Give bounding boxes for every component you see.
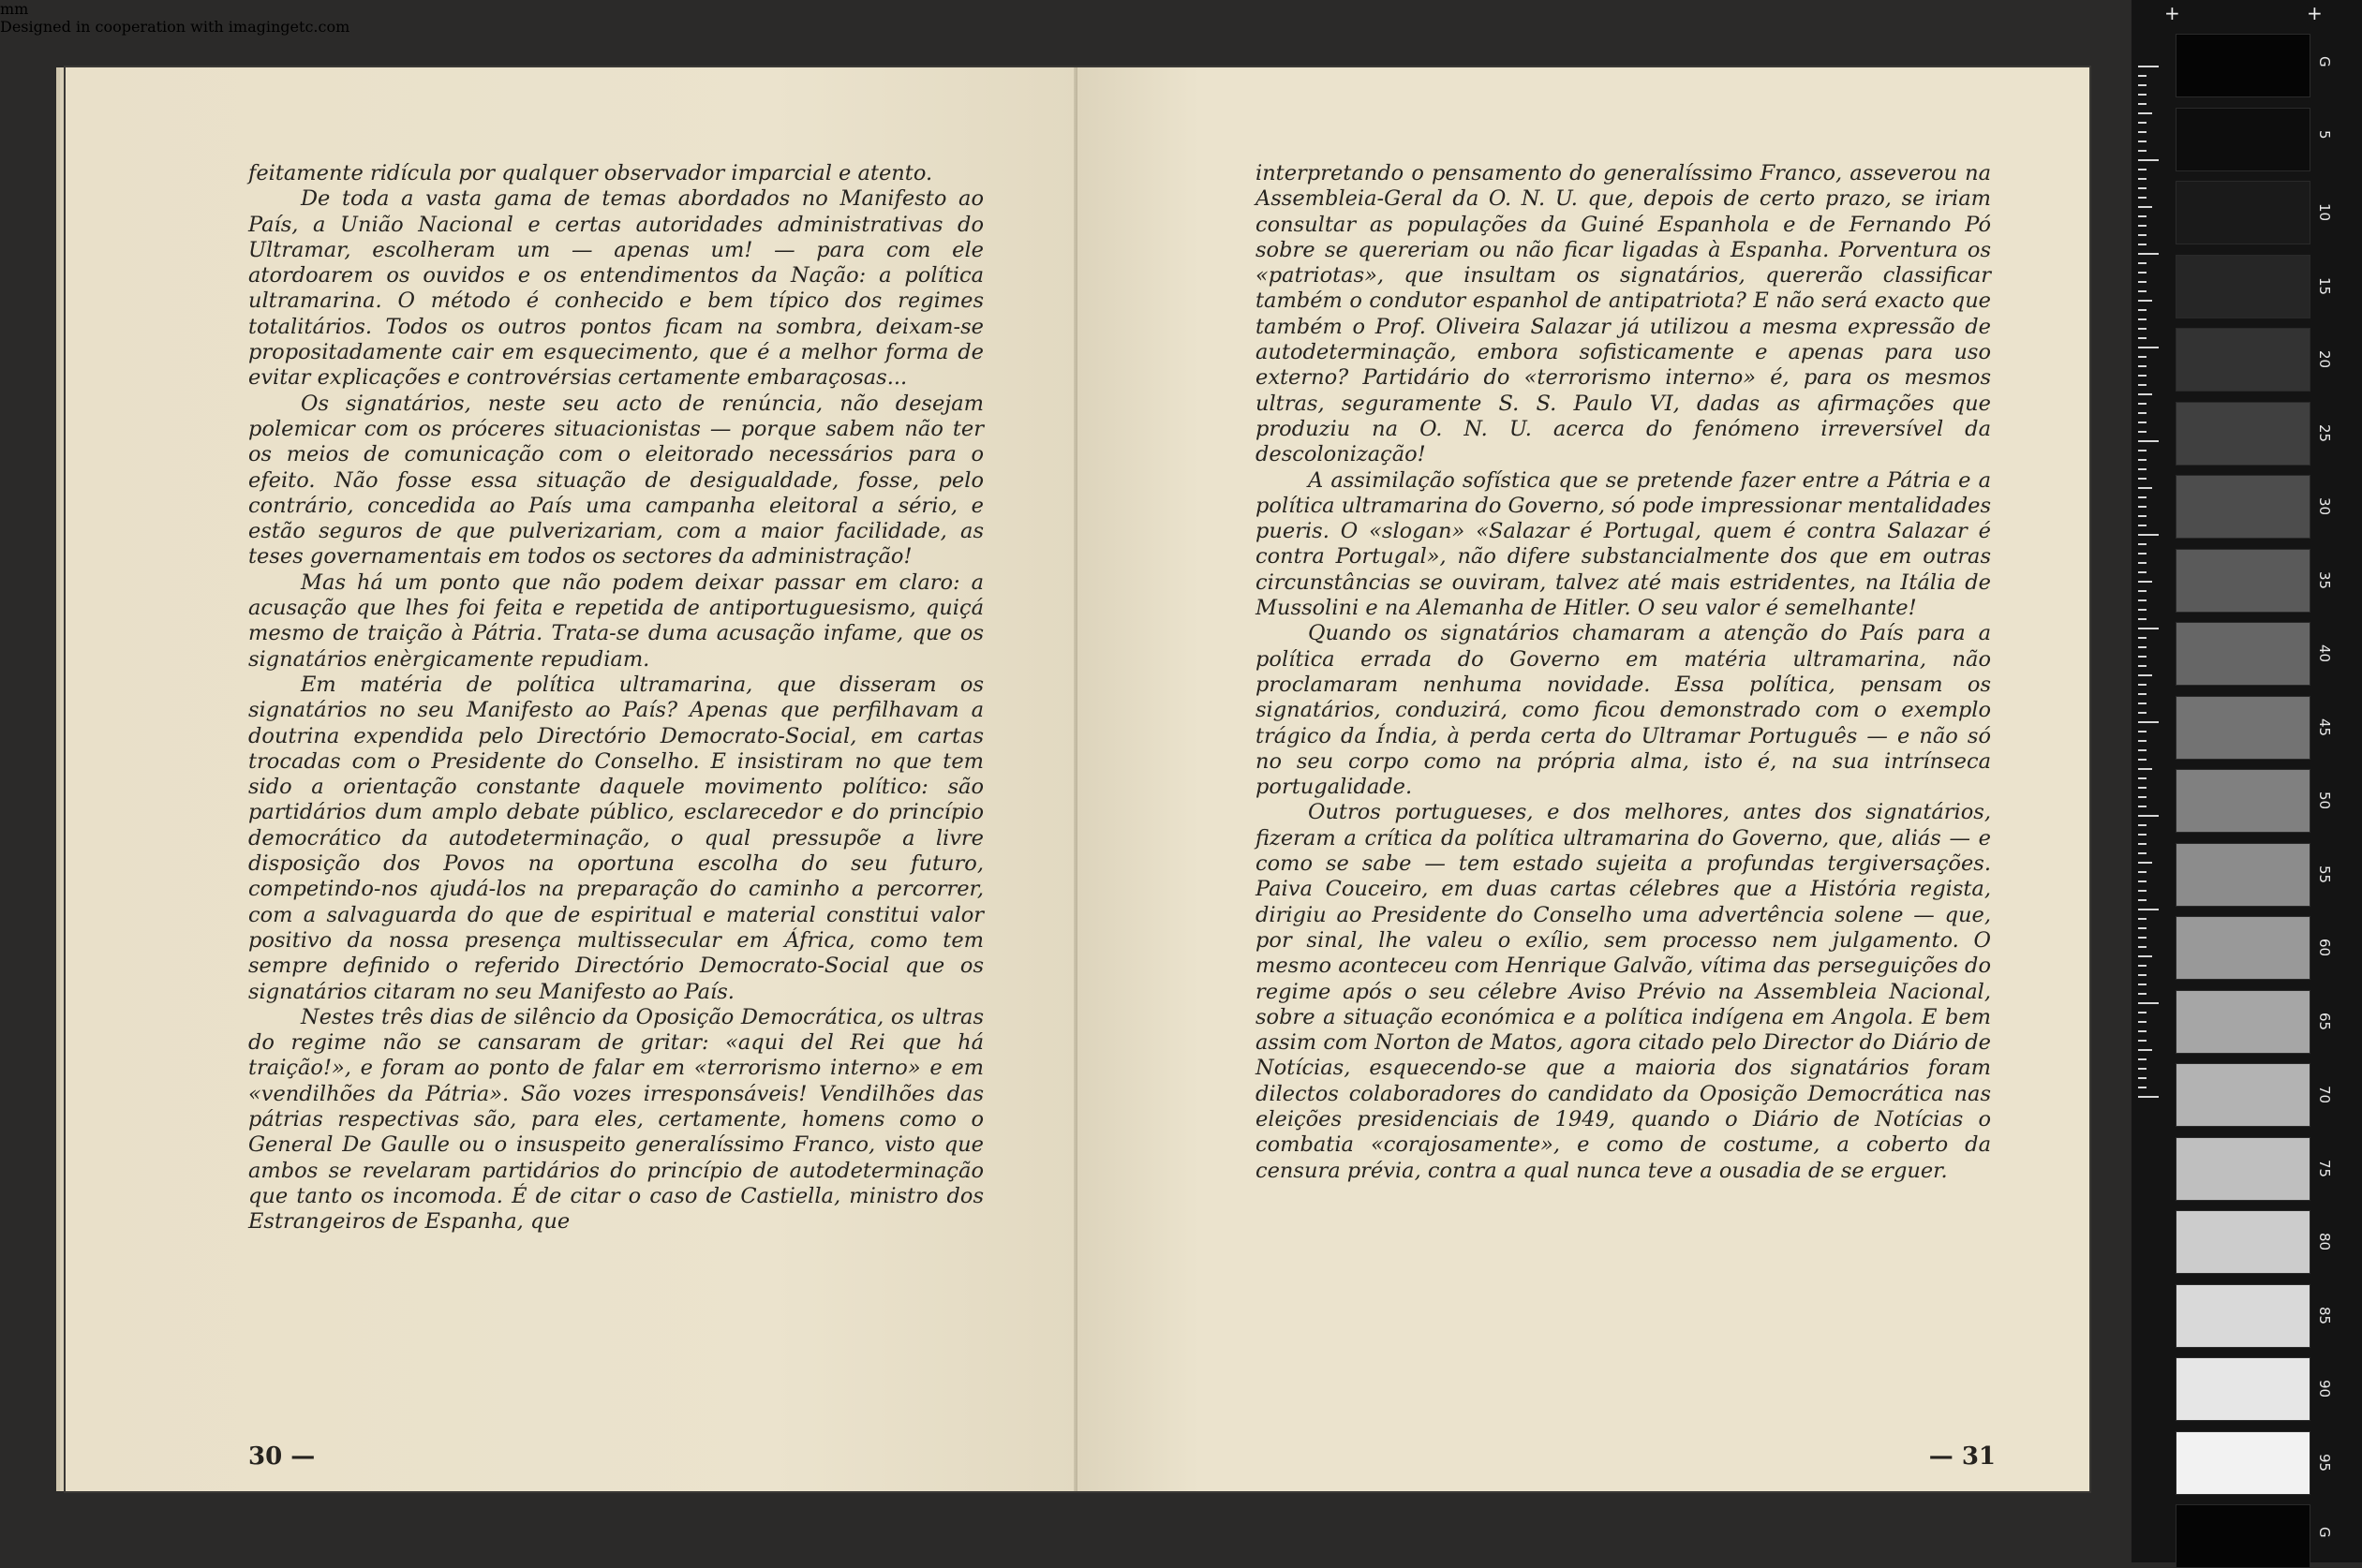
ruler-tick bbox=[2138, 871, 2147, 873]
paragraph: Os signatários, neste seu acto de renúncia, não desejam polemicar com os próceres situacionistas — porque sabem não ter os meios de comunicação com o eleitorado necessários para o efeito. Não fosse essa situação de desigualdade, fosse, pelo contrário, concedida ao País uma campanha eleitoral a sério, e estão seguros de que pulverizariam, com a maior facilidade, as teses governamentais em todos os sectores da administração! bbox=[248, 391, 984, 570]
ruler-tick bbox=[2138, 1002, 2159, 1004]
gray-patch bbox=[2176, 769, 2310, 833]
ruler-tick bbox=[2138, 628, 2159, 629]
ruler-tick bbox=[2138, 403, 2147, 405]
paragraph: interpretando o pensamento do generalíssimo Franco, asseverou na Assembleia-Geral da O. N. U. que, depois de certo prazo, se iriam consultar as populações da Guiné Espanhola e de Fernando Pó sobre se quereriam ou não ficar ligadas à Espanha. Porventura os «patriotas», que insultam os signatários, quererão classificar também o condutor espanhol de antipatriota? E não será exacto que também o Prof. Oliveira Salazar já utilizou a mesma expressão de autodeterminação, embora sofisticamente e apenas para uso externo? Partidário do «terrorismo interno» é, para os mesmos ultras, seguramente S. S. Paulo VI, dadas as afirmações que produziu na O. N. U. acerca do fenómeno irreversível da descolonização! bbox=[1255, 161, 1991, 467]
gray-patch bbox=[2176, 181, 2310, 244]
ruler-tick bbox=[2138, 740, 2147, 742]
gray-patch bbox=[2176, 843, 2310, 907]
ruler-tick bbox=[2138, 169, 2147, 170]
ruler-tick bbox=[2138, 731, 2147, 732]
patch-label: 35 bbox=[2316, 570, 2333, 589]
ruler-tick bbox=[2138, 375, 2147, 377]
gray-patch bbox=[2176, 1210, 2310, 1274]
gray-patch bbox=[2176, 990, 2310, 1054]
ruler-tick bbox=[2138, 141, 2147, 142]
ruler-tick bbox=[2138, 937, 2147, 939]
ruler-tick bbox=[2138, 103, 2147, 105]
ruler-tick bbox=[2138, 946, 2147, 948]
target-credit: Designed in cooperation with imagingetc.com bbox=[0, 18, 350, 36]
ruler-tick bbox=[2138, 656, 2147, 658]
patch-label: 90 bbox=[2316, 1380, 2333, 1398]
ruler-tick bbox=[2138, 646, 2147, 648]
ruler-tick bbox=[2138, 253, 2159, 255]
ruler-tick bbox=[2138, 852, 2147, 854]
patch-label: 20 bbox=[2316, 350, 2333, 369]
ruler-tick bbox=[2138, 834, 2147, 836]
patch-label: 45 bbox=[2316, 717, 2333, 736]
ruler-tick bbox=[2138, 1049, 2152, 1051]
gray-patch bbox=[2176, 255, 2310, 318]
ruler-tick bbox=[2138, 393, 2152, 395]
patch-label: 70 bbox=[2316, 1086, 2333, 1104]
ruler-tick bbox=[2138, 1012, 2147, 1013]
ruler-tick bbox=[2138, 815, 2159, 817]
patch-label: 55 bbox=[2316, 865, 2333, 883]
gray-patch bbox=[2176, 622, 2310, 686]
ruler-tick bbox=[2138, 927, 2147, 929]
gray-patch bbox=[2176, 1137, 2310, 1201]
ruler-tick bbox=[2138, 1068, 2147, 1070]
ruler-tick bbox=[2138, 290, 2147, 292]
ruler-tick bbox=[2138, 131, 2147, 133]
ruler-tick bbox=[2138, 197, 2147, 199]
ruler-tick bbox=[2138, 150, 2147, 152]
gray-patch bbox=[2176, 1284, 2310, 1348]
gray-patch bbox=[2176, 1357, 2310, 1421]
ruler-tick bbox=[2138, 843, 2147, 845]
ruler-tick bbox=[2138, 459, 2147, 461]
ruler-tick bbox=[2138, 412, 2147, 414]
ruler-tick bbox=[2138, 300, 2152, 302]
ruler-tick bbox=[2138, 721, 2159, 723]
ruler-tick bbox=[2138, 609, 2147, 611]
ruler-tick bbox=[2138, 768, 2152, 770]
ruler-tick bbox=[2138, 955, 2152, 957]
ruler-tick bbox=[2138, 899, 2147, 901]
ruler-tick bbox=[2138, 637, 2147, 639]
ruler-tick bbox=[2138, 431, 2147, 433]
ruler-tick bbox=[2138, 244, 2147, 245]
ruler-tick bbox=[2138, 1021, 2147, 1023]
ruler-tick bbox=[2138, 347, 2159, 348]
ruler-tick bbox=[2138, 965, 2147, 967]
ruler-tick bbox=[2138, 1040, 2147, 1042]
paragraph: Quando os signatários chamaram a atenção do País para a política errada do Governo em matéria ultramarina, não proclamaram nenhuma novidade. Essa política, pensam os signatários, conduzirá, como ficou demonstrado com o exemplo trágico da Índia, à perda certa do Ultramar Português — e não só no seu corpo como na própria alma, isto é, na sua intrínseca portugalidade. bbox=[1255, 621, 1991, 800]
patch-label: 50 bbox=[2316, 791, 2333, 810]
ruler-tick bbox=[2138, 590, 2147, 592]
ruler-tick bbox=[2138, 159, 2159, 161]
page-number: — 31 bbox=[1928, 1442, 1996, 1471]
gray-patch bbox=[2176, 328, 2310, 392]
plus-mark: + bbox=[2307, 2, 2323, 24]
ruler-tick bbox=[2138, 365, 2147, 367]
ruler-tick bbox=[2138, 234, 2147, 236]
ruler-tick bbox=[2138, 787, 2147, 789]
gray-patch bbox=[2176, 34, 2310, 97]
ruler-tick bbox=[2138, 515, 2147, 517]
ruler-tick bbox=[2138, 571, 2147, 573]
ruler-tick bbox=[2138, 618, 2147, 620]
paragraph: Mas há um ponto que não podem deixar passar em claro: a acusação que lhes foi feita e repetida de antiportuguesismo, quiçá mesmo de traição à Pátria. Trata-se duma acusação infame, que os signatários enèrgicamente repudiam. bbox=[248, 570, 984, 672]
paragraph: Em matéria de política ultramarina, que disseram os signatários no seu Manifesto ao País? Apenas que perfilhavam a doutrina expendida pelo Directório Democrato-Social, em cartas trocadas com o Presidente do Conselho. E insistiram no que tem sido a orientação constante daquele movimento político: são partidários dum amplo debate público, esclarecedor e do princípio democrático da autodeterminação, o qual pressupõe a livre disposição dos Povos na oportuna escolha do seu futuro, competindo-nos ajudá-los na preparação do caminho a percorrer, com a salvaguarda do que de espiritual e material constitui valor positivo da nossa presença multissecular em África, como tem sempre definido o referido Directório Democrato-Social que os signatários citaram no seu Manifesto ao País. bbox=[248, 672, 984, 1004]
ruler-tick bbox=[2138, 1058, 2147, 1060]
ruler-tick bbox=[2138, 562, 2147, 564]
ruler-tick bbox=[2138, 534, 2159, 536]
patch-label: 5 bbox=[2316, 129, 2333, 140]
paragraph: Nestes três dias de silêncio da Oposição Democrática, os ultras do regime não se cansaram de gritar: «aqui del Rei que há traição!», e foram ao ponto de falar em «terrorismo interno» e em «vendilhões da Pátria». São vozes irresponsáveis! Vendilhões das pátrias respectivas são, para eles, certamente, homens como o General De Gaulle ou o insuspeito generalíssimo Franco, visto que ambos se revelaram partidários do princípio de autodeterminação que tanto os incomoda. É de citar o caso de Castiella, ministro dos Estrangeiros de Espanha, que bbox=[248, 1004, 984, 1235]
ruler-tick bbox=[2138, 1077, 2147, 1079]
ruler-tick bbox=[2138, 178, 2147, 180]
ruler-tick bbox=[2138, 440, 2159, 442]
patch-label: 95 bbox=[2316, 1453, 2333, 1472]
ruler-tick bbox=[2138, 703, 2147, 704]
ruler-tick bbox=[2138, 122, 2147, 124]
patch-label: 75 bbox=[2316, 1159, 2333, 1177]
mm-ruler bbox=[2138, 66, 2159, 1096]
ruler-tick bbox=[2138, 206, 2152, 208]
patch-label: 85 bbox=[2316, 1306, 2333, 1324]
ruler-unit-label: mm bbox=[0, 0, 29, 18]
plus-mark: + bbox=[2164, 2, 2180, 24]
ruler-tick bbox=[2138, 496, 2147, 498]
book-spread bbox=[66, 67, 2089, 1491]
gray-patch bbox=[2176, 475, 2310, 539]
ruler-tick bbox=[2138, 749, 2147, 751]
ruler-tick bbox=[2138, 75, 2147, 77]
ruler-tick bbox=[2138, 674, 2152, 676]
ruler-tick bbox=[2138, 553, 2147, 555]
paragraph: feitamente ridícula por qualquer observador imparcial e atento. bbox=[248, 161, 933, 185]
patch-label: 65 bbox=[2316, 1012, 2333, 1030]
ruler-tick bbox=[2138, 281, 2147, 283]
patch-label: 30 bbox=[2316, 497, 2333, 516]
ruler-tick bbox=[2138, 506, 2147, 508]
ruler-tick bbox=[2138, 478, 2147, 480]
ruler-tick bbox=[2138, 712, 2147, 714]
left-page bbox=[66, 67, 1077, 1491]
ruler-tick bbox=[2138, 356, 2147, 358]
ruler-tick bbox=[2138, 337, 2147, 339]
ruler-tick bbox=[2138, 272, 2147, 274]
gray-patch bbox=[2176, 1063, 2310, 1127]
ruler-tick bbox=[2138, 66, 2159, 67]
gray-patch bbox=[2176, 549, 2310, 613]
ruler-tick bbox=[2138, 225, 2147, 227]
patch-label: 80 bbox=[2316, 1233, 2333, 1251]
right-page-text bbox=[1255, 161, 1991, 1184]
gray-patch bbox=[2176, 108, 2310, 171]
ruler-tick bbox=[2138, 422, 2147, 423]
ruler-tick bbox=[2138, 187, 2147, 189]
ruler-tick bbox=[2138, 665, 2147, 667]
ruler-tick bbox=[2138, 450, 2147, 451]
ruler-tick bbox=[2138, 796, 2147, 798]
ruler-tick bbox=[2138, 777, 2147, 779]
ruler-tick bbox=[2138, 824, 2147, 826]
ruler-tick bbox=[2138, 112, 2152, 114]
ruler-tick bbox=[2138, 806, 2147, 807]
ruler-tick bbox=[2138, 525, 2147, 526]
gray-patch bbox=[2176, 402, 2310, 466]
ruler-tick bbox=[2138, 974, 2147, 976]
ruler-tick bbox=[2138, 918, 2147, 920]
gray-patch bbox=[2176, 1504, 2310, 1568]
ruler-tick bbox=[2138, 262, 2147, 264]
patch-label: 10 bbox=[2316, 203, 2333, 222]
patch-label: 15 bbox=[2316, 276, 2333, 295]
ruler-tick bbox=[2138, 1030, 2147, 1032]
ruler-tick bbox=[2138, 1087, 2147, 1088]
right-page bbox=[1077, 67, 2089, 1491]
ruler-tick bbox=[2138, 487, 2152, 489]
ruler-tick bbox=[2138, 215, 2147, 217]
ruler-tick bbox=[2138, 599, 2147, 601]
page-number: 30 — bbox=[248, 1442, 316, 1471]
ruler-tick bbox=[2138, 309, 2147, 311]
gray-patch bbox=[2176, 1431, 2310, 1495]
ruler-tick bbox=[2138, 94, 2147, 96]
ruler-tick bbox=[2138, 759, 2147, 761]
paragraph: A assimilação sofística que se pretende fazer entre a Pátria e a política ultramarina do Governo, só pode impressionar mentalidades pueris. O «slogan» «Salazar é Portugal, quem é contra Salazar é contra Portugal», não difere substancialmente dos que em outras circunstâncias se ouviram, talvez até mais estridentes, na Itália de Mussolini e na Alemanha de Hitler. O seu valor é semelhante! bbox=[1255, 467, 1991, 621]
ruler-tick bbox=[2138, 581, 2152, 583]
ruler-tick bbox=[2138, 468, 2147, 470]
ruler-tick bbox=[2138, 1096, 2159, 1098]
paragraph: De toda a vasta gama de temas abordados no Manifesto ao País, a União Nacional e certas autoridades administrativas do Ultramar, escolheram um — apenas um! — para com ele atordoarem os ouvidos e os entendimentos da Nação: a política ultramarina. O método é conhecido e bem típico dos regimes totalitários. Todos os outros pontos ficam na sombra, deixam-se propositadamente cair em esquecimento, que é a melhor forma de evitar explicações e controvérsias certamente embaraçosas... bbox=[248, 186, 984, 391]
patch-label: G bbox=[2316, 1527, 2333, 1538]
patch-label: 60 bbox=[2316, 939, 2333, 957]
ruler-tick bbox=[2138, 684, 2147, 686]
ruler-tick bbox=[2138, 328, 2147, 330]
ruler-tick bbox=[2138, 880, 2147, 882]
ruler-tick bbox=[2138, 84, 2147, 86]
gray-patch bbox=[2176, 916, 2310, 980]
patch-label: 40 bbox=[2316, 644, 2333, 663]
ruler-tick bbox=[2138, 862, 2152, 864]
ruler-tick bbox=[2138, 543, 2147, 545]
ruler-tick bbox=[2138, 318, 2147, 320]
ruler-tick bbox=[2138, 909, 2159, 910]
ruler-tick bbox=[2138, 384, 2147, 386]
gray-patch bbox=[2176, 696, 2310, 760]
ruler-tick bbox=[2138, 890, 2147, 892]
ruler-tick bbox=[2138, 984, 2147, 985]
patch-label: G bbox=[2316, 56, 2333, 67]
paragraph: Outros portugueses, e dos melhores, antes dos signatários, fizeram a crítica da política ultramarina do Governo, que, aliás — e como se sabe — tem estado sujeita a profundas tergiversações. Paiva Couceiro, em duas cartas célebres que a História regista, dirigiu ao Presidente do Conselho uma advertência solene — que, por sinal, lhe valeu o exílio, sem processo nem julgamento. O mesmo aconteceu com Henrique Galvão, vítima das perseguições do regime após o seu célebre Aviso Prévio na Assembleia Nacional, sobre a situação económica e a política indígena em Angola. E bem assim com Norton de Matos, agora citado pelo Director do Diário de Notícias, esquecendo-se que a maioria dos signatários foram dilectos colaboradores do candidato da Oposição Democrática nas eleições presidenciais de 1949, quando o Diário de Notícias o combatia «corajosamente», e como de costume, a coberto da censura prévia, contra a qual nunca teve a ousadia de se erguer. bbox=[1255, 800, 1991, 1183]
left-page-text bbox=[248, 161, 984, 1235]
patch-label: 25 bbox=[2316, 423, 2333, 442]
ruler-tick bbox=[2138, 993, 2147, 995]
ruler-tick bbox=[2138, 693, 2147, 695]
